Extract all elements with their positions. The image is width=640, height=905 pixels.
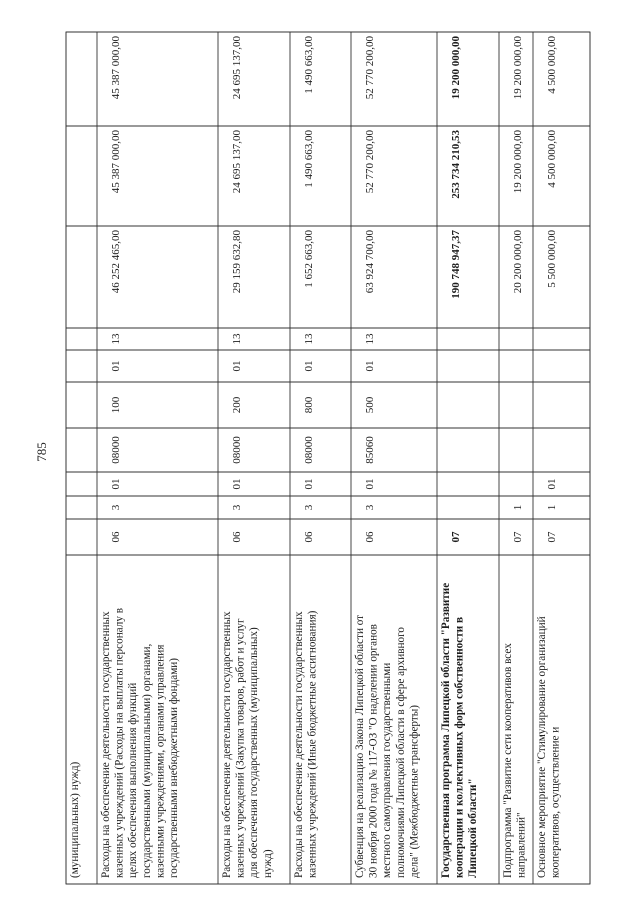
amount-2021: 52 770 200,00	[364, 36, 376, 100]
row-name-line: казенных учреждений (Расходы на выплаты персоналу в	[113, 607, 126, 878]
subprogram-code: 01	[231, 478, 243, 490]
row-name-line: Липецкой области"	[467, 778, 480, 878]
amount-2021: 4 500 000,00	[546, 36, 558, 94]
row-name-line: Расходы на обеспечение деятельности государственных	[100, 611, 112, 878]
section-code: 06	[303, 531, 315, 543]
row-name-line: направлений"	[515, 812, 528, 878]
section-code: 06	[110, 531, 122, 543]
amount-2020: 1 490 663,00	[303, 130, 315, 188]
podrazdel-code: 13	[303, 333, 315, 345]
row-name-line: полномочиями Липецкой области в сфере архивного	[394, 626, 407, 878]
amount-2019: 1 652 663,00	[303, 230, 315, 288]
section-code: 07	[450, 531, 462, 543]
program-code: 3	[364, 504, 376, 511]
table-row	[354, 36, 420, 879]
row-name-line: целях обеспечения выполнения функций	[127, 682, 140, 878]
row-name-line: Субвенция на реализацию Закона Липецкой области от	[354, 614, 366, 878]
amount-2019: 5 500 000,00	[546, 230, 558, 288]
razdel-code: 01	[364, 360, 376, 372]
table-row	[100, 36, 180, 879]
row-name-line: казенных учреждений (Иные бюджетные ассигнования)	[306, 610, 319, 878]
row-name-line: казенных учреждений (Закупка товаров, работ и услуг	[234, 618, 247, 878]
amount-2019: 20 200 000,00	[512, 230, 524, 294]
table-row	[69, 761, 81, 878]
section-code: 07	[546, 531, 558, 543]
row-name-line: Расходы на обеспечение деятельности государственных	[221, 611, 233, 878]
amount-2019: 46 252 465,00	[110, 230, 122, 294]
amount-2019: 29 159 632,80	[231, 230, 243, 294]
row-name-line: 30 ноября 2000 года № 117-ОЗ "О наделении органов	[367, 624, 380, 878]
section-code: 06	[231, 531, 243, 543]
expense-type-code: 200	[231, 396, 243, 414]
row-name-line: Расходы на обеспечение деятельности государственных	[293, 611, 305, 878]
table-row	[440, 36, 479, 879]
row-name-line: Основное мероприятие "Стимулирование организаций	[536, 616, 548, 878]
row-name-line: кооперации и коллективных форм собственности в	[453, 616, 466, 878]
podrazdel-code: 13	[231, 333, 243, 345]
direction-code: 08000	[110, 436, 122, 464]
row-name-line: кооперативов, осуществление и	[549, 726, 562, 878]
row-name-line: дела" (Межбюджетные трансферты)	[408, 705, 421, 878]
razdel-code: 01	[303, 360, 315, 372]
row-name-line: Государственная программа Липецкой области "Развитие	[440, 582, 452, 878]
program-code: 1	[512, 504, 524, 511]
podrazdel-code: 13	[364, 333, 376, 345]
subprogram-code: 01	[303, 478, 315, 490]
section-code: 07	[512, 531, 524, 543]
row-name-line: государственными внебюджетными фондами)	[168, 657, 180, 878]
row-name-line: для обеспечения государственных (муниципальных)	[248, 627, 261, 878]
row-name-line: государственными (муниципальными) органами,	[140, 643, 153, 878]
amount-2020: 45 387 000,00	[110, 130, 122, 194]
amount-2019: 190 748 947,37	[450, 230, 462, 299]
expense-type-code: 800	[303, 396, 315, 414]
page-number: 785	[34, 442, 49, 462]
row-name-line: (муниципальных) нужд)	[69, 761, 81, 878]
table-row	[502, 36, 528, 879]
subprogram-code: 01	[110, 478, 122, 490]
amount-2021: 19 200 000,00	[512, 36, 524, 100]
subprogram-code: 01	[546, 478, 558, 490]
expense-type-code: 500	[364, 396, 376, 414]
subprogram-code: 01	[364, 478, 376, 490]
program-code: 3	[303, 504, 315, 511]
direction-code: 08000	[231, 436, 243, 464]
table-row	[293, 36, 319, 879]
razdel-code: 01	[231, 360, 243, 372]
podrazdel-code: 13	[110, 333, 122, 345]
amount-2021: 24 695 137,00	[231, 36, 243, 100]
row-name-line: нужд)	[261, 849, 274, 878]
amount-2020: 52 770 200,00	[364, 130, 376, 194]
amount-2019: 63 924 700,00	[364, 230, 376, 294]
program-code: 3	[110, 504, 122, 511]
amount-2021: 19 200 000,00	[450, 36, 462, 100]
amount-2021: 1 490 663,00	[303, 36, 315, 94]
program-code: 3	[231, 504, 243, 511]
section-code: 06	[364, 531, 376, 543]
table-row	[221, 36, 274, 879]
amount-2020: 24 695 137,00	[231, 130, 243, 194]
expense-type-code: 100	[110, 396, 122, 414]
row-name-line: местного самоуправления государственными	[381, 662, 394, 878]
razdel-code: 01	[110, 360, 122, 372]
row-name-line: Подпрограмма "Развитие сети кооперативов всех	[502, 643, 514, 878]
amount-2020: 19 200 000,00	[512, 130, 524, 194]
row-name-line: казенными учреждениями, органами управления	[154, 644, 167, 878]
direction-code: 08000	[303, 436, 315, 464]
direction-code: 85060	[364, 436, 376, 464]
amount-2021: 45 387 000,00	[110, 36, 122, 100]
amount-2020: 253 734 210,53	[450, 130, 462, 199]
amount-2020: 4 500 000,00	[546, 130, 558, 188]
table-row	[536, 36, 562, 879]
program-code: 1	[546, 504, 558, 511]
